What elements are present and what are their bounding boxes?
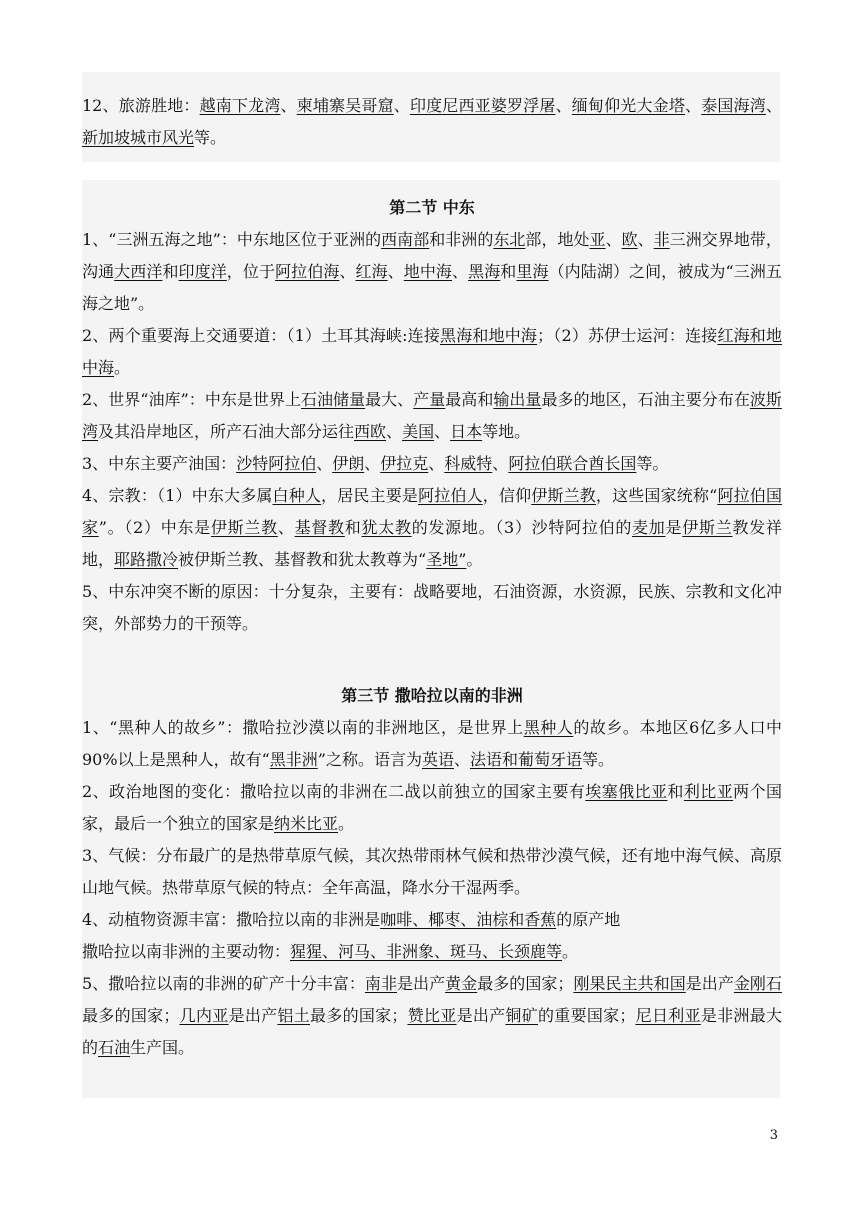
page-number: 3 — [769, 1128, 778, 1143]
paragraph-tourism: 12、旅游胜地：越南下龙湾、柬埔寨吴哥窟、印度尼西亚婆罗浮屠、缅甸仰光大金塔、泰国海湾、新加坡城市风光等。 — [82, 96, 782, 147]
paragraph-minerals: 5、撒哈拉以南的非洲的矿产十分丰富：南非是出产黄金最多的国家；刚果民主共和国是出产金刚石最多的国家；几内亚是出产铝土最多的国家；赞比亚是出产铜矿的重要国家；尼日利亚是非洲最大的石油生产国。 — [82, 974, 782, 1057]
paragraph-conflict: 5、中东冲突不断的原因：十分复杂，主要有：战略要地，石油资源，水资源，民族、宗教和文化冲突，外部势力的干预等。 — [82, 582, 782, 633]
paragraph-three-continents: 1、“三洲五海之地”：中东地区位于亚洲的西南部和非洲的东北部，地处亚、欧、非三洲交界地带，沟通大西洋和印度洋，位于阿拉伯海、红海、地中海、黑海和里海（内陆湖）之间，被成为“三洲五海之地”。 — [82, 230, 782, 313]
paragraph-flora: 4、动植物资源丰富：撒哈拉以南的非洲是咖啡、椰枣、油棕和香蕉的原产地 — [82, 910, 621, 929]
paragraph-sea-routes: 2、两个重要海上交通要道：（1）土耳其海峡:连接黑海和地中海；（2）苏伊士运河：连接红海和地中海。 — [82, 326, 782, 377]
section-title-sub-saharan-africa: 第三节 撒哈拉以南的非洲 — [341, 686, 523, 705]
paragraph-fauna: 撒哈拉以南非洲的主要动物：猩猩、河马、非洲象、斑马、长颈鹿等。 — [82, 942, 579, 961]
paragraph-oil-countries: 3、中东主要产油国：沙特阿拉伯、伊朗、伊拉克、科威特、阿拉伯联合酋长国等。 — [82, 454, 669, 473]
document-content — [82, 0, 782, 1064]
paragraph-oil-depot: 2、世界“油库”：中东是世界上石油储量最大、产量最高和输出量最多的地区，石油主要分布在波斯湾及其沿岸地区，所产石油大部分运往西欧、美国、日本等地。 — [82, 390, 782, 441]
paragraph-black-homeland: 1、“黑种人的故乡”：撒哈拉沙漠以南的非洲地区，是世界上黑种人的故乡。本地区6亿多人口中90%以上是黑种人，故有“黑非洲”之称。语言为英语、法语和葡萄牙语等。 — [82, 718, 782, 769]
section-title-middle-east: 第二节 中东 — [389, 198, 475, 217]
paragraph-religion: 4、宗教：（1）中东大多属白种人，居民主要是阿拉伯人，信仰伊斯兰教，这些国家统称“阿拉伯国家”。（2）中东是伊斯兰教、基督教和犹太教的发源地。（3）沙特阿拉伯的麦加是伊斯兰教发祥地，耶路撒冷被伊斯兰教、基督教和犹太教尊为“圣地”。 — [82, 486, 782, 569]
paragraph-climate: 3、气候：分布最广的是热带草原气候，其次热带雨林气候和热带沙漠气候，还有地中海气候、高原山地气候。热带草原气候的特点：全年高温，降水分干湿两季。 — [82, 846, 782, 897]
paragraph-political-map: 2、政治地图的变化：撒哈拉以南的非洲在二战以前独立的国家主要有埃塞俄比亚和利比亚两个国家，最后一个独立的国家是纳米比亚。 — [82, 782, 782, 833]
